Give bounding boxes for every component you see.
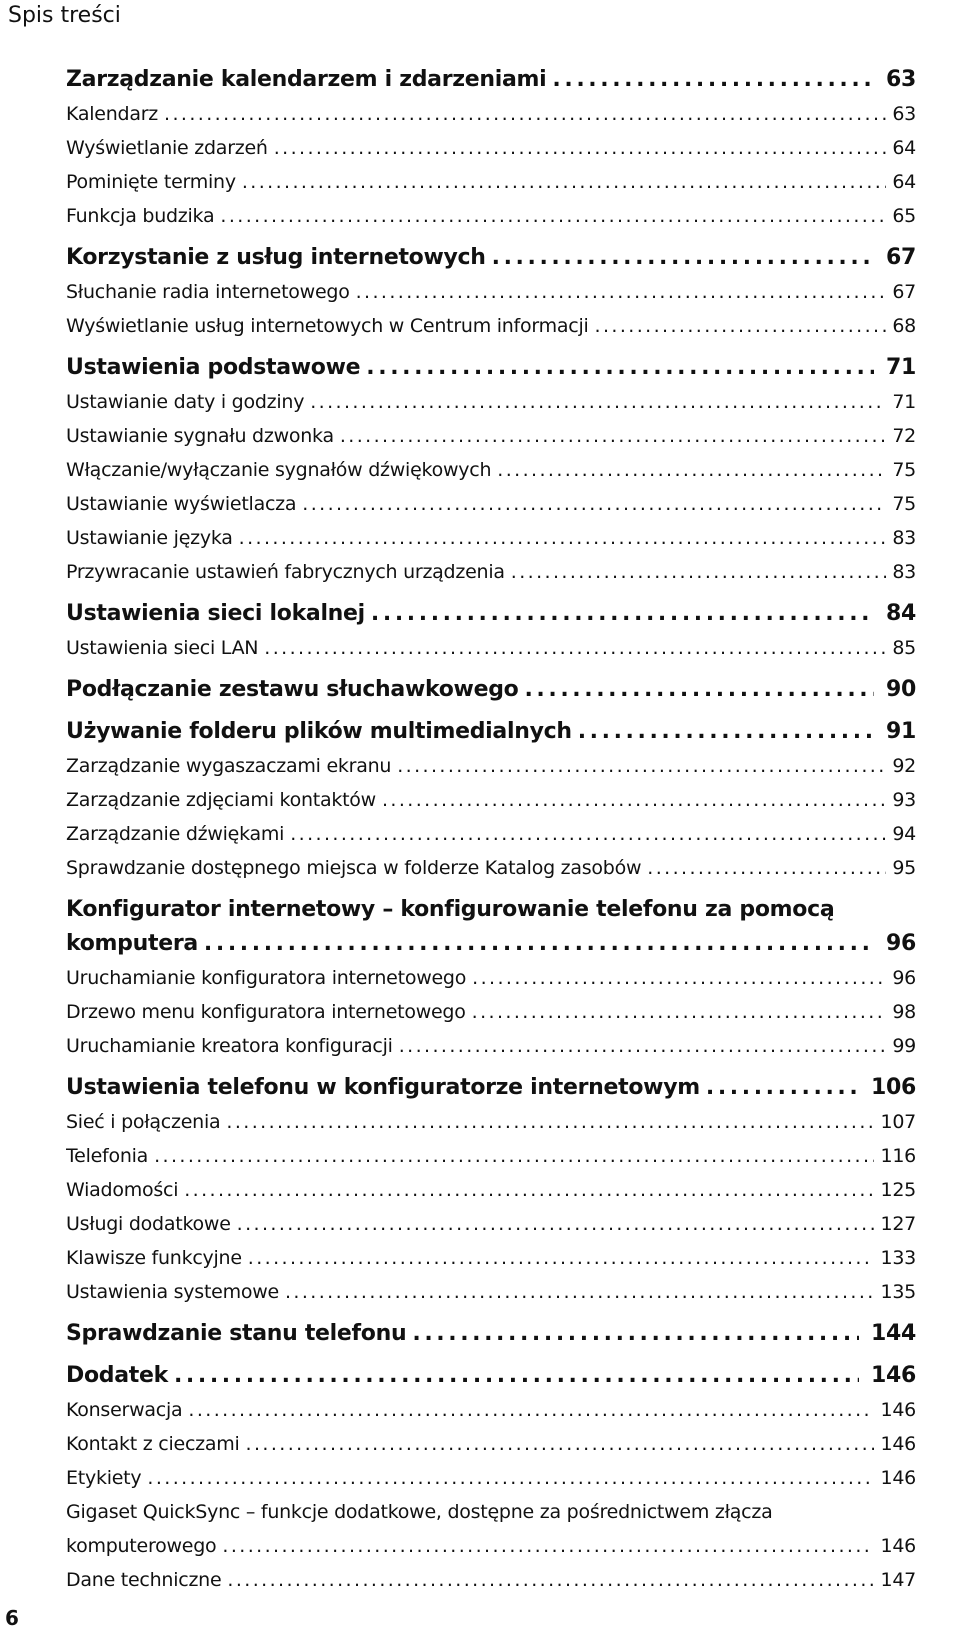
dot-leader (524, 673, 874, 707)
toc-entry-title: Konserwacja (66, 1399, 183, 1421)
toc-page-number: 94 (892, 823, 916, 845)
toc-page-number: 84 (885, 601, 916, 626)
toc-section-title: Korzystanie z usług internetowych (66, 245, 486, 270)
toc-page-number: 72 (892, 425, 916, 447)
toc-entry-row[interactable] (66, 199, 916, 233)
toc-page-number: 98 (892, 1001, 916, 1023)
toc-page-number: 90 (885, 677, 916, 702)
toc-page-number: 146 (880, 1399, 916, 1421)
dot-leader (246, 1427, 875, 1461)
toc-page-number: 68 (892, 315, 916, 337)
toc-entry-row[interactable] (66, 309, 916, 343)
dot-leader (399, 1029, 887, 1063)
toc-section-row[interactable] (66, 351, 916, 385)
toc-section-title: Ustawienia telefonu w konfiguratorze internetowym (66, 1075, 700, 1100)
toc-entry-title: Zarządzanie zdjęciami kontaktów (66, 789, 376, 811)
toc-page-number: 92 (892, 755, 916, 777)
toc-entry-title: Kontakt z cieczami (66, 1433, 240, 1455)
toc-section-row[interactable] (66, 1359, 916, 1393)
dot-leader (164, 97, 886, 131)
toc-entry-row[interactable] (66, 1529, 916, 1563)
toc-entry-title: Zarządzanie wygaszaczami ekranu (66, 755, 392, 777)
dot-leader (397, 749, 886, 783)
toc-entry-title: Sprawdzanie dostępnego miejsca w folderze Katalog zasobów (66, 857, 642, 879)
toc-entry-row[interactable] (66, 275, 916, 309)
toc-section-row[interactable] (66, 63, 916, 97)
dot-leader (552, 63, 874, 97)
toc-entry-row[interactable] (66, 1105, 916, 1139)
dot-leader (511, 555, 887, 589)
toc-section-row[interactable] (66, 1071, 916, 1105)
toc-entry-row[interactable] (66, 817, 916, 851)
toc-entry-title: Włączanie/wyłączanie sygnałów dźwiękowych (66, 459, 492, 481)
toc-page-number: 144 (870, 1321, 916, 1346)
dot-leader (310, 385, 886, 419)
toc-section-title: Używanie folderu plików multimedialnych (66, 719, 572, 744)
toc-entry-title: Sieć i połączenia (66, 1111, 221, 1133)
dot-leader (595, 309, 887, 343)
page-number: 6 (5, 1606, 19, 1630)
toc-entry-title: Ustawianie wyświetlacza (66, 493, 297, 515)
page-header-title: Spis treści (8, 3, 121, 28)
toc-entry-row[interactable] (66, 555, 916, 589)
toc-entry-title-line: Gigaset QuickSync – funkcje dodatkowe, dostępne za pośrednictwem złącza (66, 1501, 773, 1523)
toc-entry-title: Drzewo menu konfiguratora internetowego (66, 1001, 466, 1023)
toc-entry-row[interactable] (66, 1393, 916, 1427)
toc-entry-title: Ustawianie sygnału dzwonka (66, 425, 334, 447)
toc-entry-row[interactable] (66, 851, 916, 885)
toc-page-number: 99 (892, 1035, 916, 1057)
toc-entry-row[interactable] (66, 385, 916, 419)
toc-section-title: Sprawdzanie stanu telefonu (66, 1321, 407, 1346)
toc-entry-title: Przywracanie ustawień fabrycznych urządzenia (66, 561, 505, 583)
toc-entry-row[interactable] (66, 1207, 916, 1241)
toc-page-number: 127 (880, 1213, 916, 1235)
dot-leader (302, 487, 886, 521)
toc-section-row[interactable] (66, 241, 916, 275)
dot-leader (340, 419, 886, 453)
dot-leader (371, 597, 874, 631)
dot-leader (154, 1139, 874, 1173)
dot-leader (147, 1461, 874, 1495)
toc-entry-row[interactable] (66, 1563, 916, 1597)
toc-entry-title: komputerowego (66, 1535, 217, 1557)
dot-leader (412, 1317, 859, 1351)
dot-leader (174, 1359, 859, 1393)
toc-entry-title: Kalendarz (66, 103, 159, 125)
toc-section-row[interactable] (66, 715, 916, 749)
toc-entry-row[interactable] (66, 97, 916, 131)
toc-page-number: 106 (870, 1075, 916, 1100)
dot-leader (226, 1105, 874, 1139)
toc-section-title: Podłączanie zestawu słuchawkowego (66, 677, 519, 702)
toc-page-number: 107 (880, 1111, 916, 1133)
toc-page-number: 85 (892, 637, 916, 659)
toc-entry-row[interactable] (66, 165, 916, 199)
toc-section-title-line: Konfigurator internetowy – konfigurowanie telefonu za pomocą (66, 897, 835, 922)
toc-page-number: 91 (885, 719, 916, 744)
toc-entry-row[interactable] (66, 631, 916, 665)
toc-section-title: komputera (66, 931, 198, 956)
dot-leader (248, 1241, 875, 1275)
toc-page-number: 133 (880, 1247, 916, 1269)
toc-entry-title: Dane techniczne (66, 1569, 222, 1591)
toc-entry-title: Uruchamianie kreatora konfiguracji (66, 1035, 393, 1057)
dot-leader (472, 961, 886, 995)
toc-page-number: 96 (885, 931, 916, 956)
dot-leader (227, 1563, 874, 1597)
toc-entry-title: Wyświetlanie zdarzeń (66, 137, 268, 159)
toc-entry-title: Pominięte terminy (66, 171, 236, 193)
dot-leader (706, 1071, 859, 1105)
toc-page-number: 95 (892, 857, 916, 879)
dot-leader (497, 453, 886, 487)
toc-section-row[interactable] (66, 927, 916, 961)
toc-entry-row[interactable] (66, 1241, 916, 1275)
dot-leader (366, 351, 874, 385)
toc-page-number: 75 (892, 459, 916, 481)
toc-page-number: 146 (880, 1467, 916, 1489)
toc-entry-title: Ustawianie daty i godziny (66, 391, 305, 413)
dot-leader (239, 521, 887, 555)
toc-entry-title: Wyświetlanie usług internetowych w Centrum informacji (66, 315, 589, 337)
toc-entry-title: Uruchamianie konfiguratora internetowego (66, 967, 467, 989)
toc-page-number: 116 (880, 1145, 916, 1167)
dot-leader (472, 995, 887, 1029)
toc-page-number: 71 (885, 355, 916, 380)
toc-page-number: 63 (892, 103, 916, 125)
dot-leader (285, 1275, 875, 1309)
toc-entry-row[interactable] (66, 1029, 916, 1063)
toc-entry-title: Usługi dodatkowe (66, 1213, 231, 1235)
toc-section-row[interactable] (66, 1317, 916, 1351)
toc-page-number: 146 (870, 1363, 916, 1388)
toc-page-number: 64 (892, 171, 916, 193)
toc-page-number: 65 (892, 205, 916, 227)
toc-section-row[interactable] (66, 597, 916, 631)
toc-page-number: 63 (885, 67, 916, 92)
dot-leader (647, 851, 886, 885)
toc-page-number: 125 (880, 1179, 916, 1201)
dot-leader (382, 783, 886, 817)
dot-leader (274, 131, 887, 165)
toc-entry-row[interactable] (66, 1461, 916, 1495)
dot-leader (204, 927, 874, 961)
dot-leader (492, 241, 874, 275)
toc-entry-title: Telefonia (66, 1145, 149, 1167)
toc-section-title: Zarządzanie kalendarzem i zdarzeniami (66, 67, 547, 92)
toc-page-number: 71 (892, 391, 916, 413)
toc-entry-row[interactable] (66, 961, 916, 995)
toc-entry-title: Klawisze funkcyjne (66, 1247, 242, 1269)
dot-leader (242, 165, 886, 199)
toc-section-row[interactable] (66, 673, 916, 707)
toc-entry-title: Funkcja budzika (66, 205, 215, 227)
dot-leader (220, 199, 886, 233)
toc-entry-row[interactable] (66, 1427, 916, 1461)
toc-entry-row[interactable] (66, 749, 916, 783)
toc-entry-title: Ustawienia systemowe (66, 1281, 279, 1303)
dot-leader (264, 631, 886, 665)
dot-leader (188, 1393, 874, 1427)
toc-entry-row[interactable] (66, 995, 916, 1029)
toc-entry-row[interactable] (66, 783, 916, 817)
toc-entry-row[interactable] (66, 1173, 916, 1207)
toc-page-number: 67 (885, 245, 916, 270)
toc-section-title: Ustawienia sieci lokalnej (66, 601, 365, 626)
dot-leader (222, 1529, 874, 1563)
toc-entry-row[interactable] (66, 1275, 916, 1309)
toc-section-title: Ustawienia podstawowe (66, 355, 361, 380)
table-of-contents (66, 63, 916, 1597)
toc-entry-title: Ustawianie języka (66, 527, 233, 549)
toc-page-number: 147 (880, 1569, 916, 1591)
toc-page-number: 96 (892, 967, 916, 989)
toc-entry-row[interactable] (66, 419, 916, 453)
toc-page-number: 64 (892, 137, 916, 159)
dot-leader (237, 1207, 875, 1241)
toc-page-number: 146 (880, 1535, 916, 1557)
toc-page-number: 83 (892, 527, 916, 549)
toc-page-number: 135 (880, 1281, 916, 1303)
toc-entry-row[interactable] (66, 131, 916, 165)
toc-entry-row[interactable] (66, 453, 916, 487)
toc-page-number: 67 (892, 281, 916, 303)
toc-entry-title: Wiadomości (66, 1179, 179, 1201)
dot-leader (578, 715, 874, 749)
toc-entry-title: Etykiety (66, 1467, 142, 1489)
toc-entry-row[interactable] (66, 1139, 916, 1173)
toc-entry-title: Zarządzanie dźwiękami (66, 823, 285, 845)
dot-leader (356, 275, 887, 309)
toc-page-number: 93 (892, 789, 916, 811)
toc-page-number: 146 (880, 1433, 916, 1455)
toc-entry-title: Ustawienia sieci LAN (66, 637, 259, 659)
toc-page-number: 83 (892, 561, 916, 583)
dot-leader (290, 817, 886, 851)
toc-entry-row[interactable] (66, 521, 916, 555)
dot-leader (184, 1173, 874, 1207)
toc-page-number: 75 (892, 493, 916, 515)
toc-entry-title: Słuchanie radia internetowego (66, 281, 350, 303)
toc-entry-row[interactable] (66, 487, 916, 521)
toc-section-title: Dodatek (66, 1363, 168, 1388)
